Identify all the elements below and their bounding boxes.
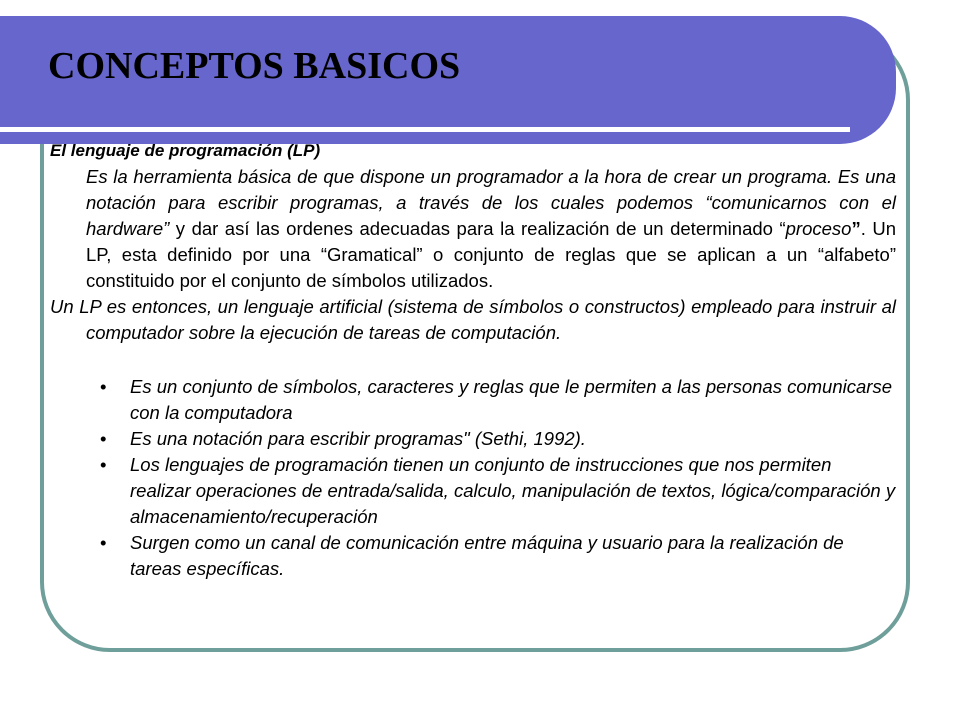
list-item: • Es una notación para escribir programas" (Sethi, 1992). <box>50 426 896 452</box>
list-item: • Los lenguajes de programación tienen un conjunto de instrucciones que nos permiten realizar operaciones de entrada/salida, calculo, manipulación de textos, lógica/comparación y almacenamiento/recuperación <box>100 454 896 527</box>
bullet-icon: • <box>100 532 107 553</box>
list-item: • Es un conjunto de símbolos, caracteres y reglas que le permiten a las personas comunicarse con la computadora <box>100 376 892 423</box>
slide-title: CONCEPTOS BASICOS <box>48 45 461 87</box>
definition-paragraph: Es la herramienta básica de que dispone un programador a la hora de crear un programa. Es una notación para escribir programas, a través de los cuales podemos “comunicarnos con el hardware” y dar así las ordenes adecuadas para la realización de un determinado “proceso”. Un LP, esta definido por una “Gramatical” o conjunto de reglas que se aplican a un “alfabeto” constituido por el conjunto de símbolos utilizados. <box>86 166 897 291</box>
slide-body <box>50 140 896 582</box>
bullet-icon: • <box>100 428 107 449</box>
title-underline <box>0 127 850 132</box>
section-heading: El lenguaje de programación (LP) <box>50 141 321 160</box>
bullet-icon: • <box>100 376 107 397</box>
bullet-list <box>50 374 896 582</box>
list-item: • Surgen como un canal de comunicación entre máquina y usuario para la realización de tareas específicas. <box>100 532 844 579</box>
summary-paragraph: Un LP es entonces, un lenguaje artificial (sistema de símbolos o constructos) empleado para instruir al computador sobre la ejecución de tareas de computación. <box>50 296 896 343</box>
bullet-icon: • <box>100 454 107 475</box>
